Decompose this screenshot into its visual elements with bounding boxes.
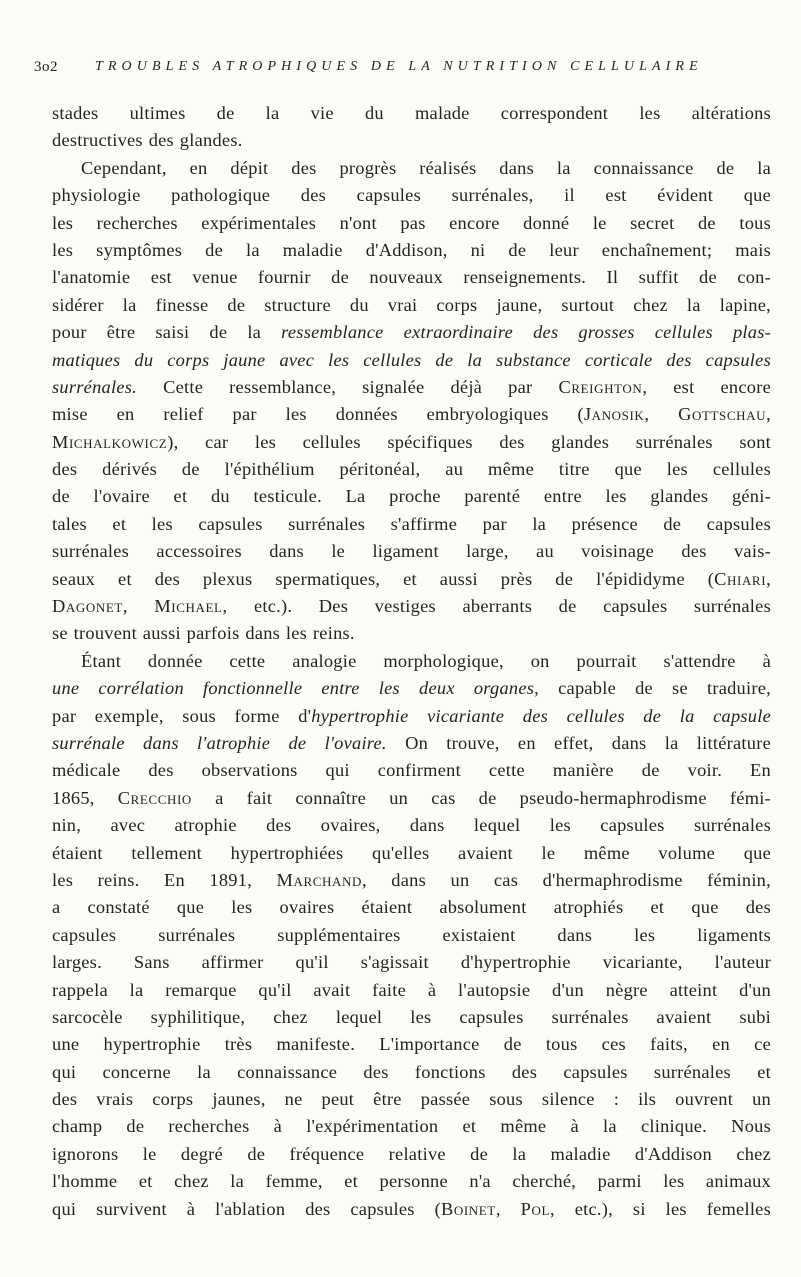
text-line: champ de recherches à l'expérimentation et même à la clinique. Nous <box>52 1116 771 1137</box>
text-line: l'anatomie est venue fournir de nouveaux renseignements. Il suffit de con- <box>52 267 771 288</box>
text-line: des vrais corps jaunes, ne peut être passée sous silence : ils ouvrent un <box>52 1089 771 1110</box>
text-line: stades ultimes de la vie du malade correspondent les altérations <box>52 103 771 123</box>
text-line: étaient tellement hypertrophiées qu'elles avaient le même volume que <box>52 842 771 863</box>
text-line: pour être saisi de la ressemblance extraordinaire des grosses cellules plas- <box>52 322 771 343</box>
text-line: par exemple, sous forme d'hypertrophie vicariante des cellules de la capsule <box>52 705 772 726</box>
text-line: les reins. En 1891, Marchand, dans un cas d'hermaphrodisme féminin, <box>52 869 771 890</box>
text-line: 1865, Crecchio a fait connaître un cas de pseudo-hermaphrodisme fémi- <box>52 787 771 808</box>
text-line: tales et les capsules surrénales s'affirme par la présence de capsules <box>52 513 771 534</box>
running-head <box>34 56 774 78</box>
text-line: ignorons le degré de fréquence relative de la maladie d'Addison chez <box>52 1143 771 1164</box>
text-line: rappela la remarque qu'il avait faite à l'autopsie d'un nègre atteint d'un <box>52 979 771 1000</box>
text-line: a constaté que les ovaires étaient absolument atrophiés et que des <box>52 897 771 918</box>
text-line: Michalkowicz), car les cellules spécifiques des glandes surrénales sont <box>52 431 771 452</box>
text-line: l'homme et chez la femme, et personne n'a cherché, parmi les animaux <box>52 1171 771 1192</box>
text-line: une hypertrophie très manifeste. L'importance de tous ces faits, en ce <box>52 1034 771 1055</box>
text-line: surrénales. Cette ressemblance, signalée déjà par Creighton, est encore <box>52 376 771 397</box>
text-line: sidérer la finesse de structure du vrai corps jaune, surtout chez la lapine, <box>52 294 771 315</box>
text-line: les recherches expérimentales n'ont pas encore donné le secret de tous <box>52 212 771 233</box>
text-line: médicale des observations qui confirment cette manière de voir. En <box>52 760 771 781</box>
text-line: mise en relief par les données embryologiques (Janosik, Gottschau, <box>52 404 771 425</box>
text-line: une corrélation fonctionnelle entre les deux organes, capable de se traduire, <box>52 678 771 699</box>
text-line: larges. Sans affirmer qu'il s'agissait d'hypertrophie vicariante, l'auteur <box>52 952 771 973</box>
text-line: physiologie pathologique des capsules surrénales, il est évident que <box>52 185 771 206</box>
text-line: des dérivés de l'épithélium péritonéal, au même titre que les cellules <box>52 459 771 480</box>
text-line: se trouvent aussi parfois dans les reins. <box>52 623 355 644</box>
body-text <box>52 100 771 1223</box>
text-line: Dagonet, Michael, etc.). Des vestiges aberrants de capsules surrénales <box>52 596 771 617</box>
text-line: nin, avec atrophie des ovaires, dans lequel les capsules surrénales <box>52 815 771 836</box>
paragraph-first-line: Cependant, en dépit des progrès réalisés dans la connaissance de la <box>81 157 771 178</box>
page-number: 3o2 <box>34 59 58 75</box>
text-line: de l'ovaire et du testicule. La proche parenté entre les glandes géni- <box>52 486 771 507</box>
text-line: surrénales accessoires dans le ligament large, au voisinage des vais- <box>52 541 771 562</box>
text-line: qui concerne la connaissance des fonctions des capsules surrénales et <box>52 1061 771 1082</box>
text-line: capsules surrénales supplémentaires existaient dans les ligaments <box>52 924 771 945</box>
text-line: matiques du corps jaune avec les cellules de la substance corticale des capsules <box>52 349 771 370</box>
text-line: qui survivent à l'ablation des capsules (Boinet, Pol, etc.), si les femelles <box>52 1198 772 1219</box>
text-line: destructives des glandes. <box>52 130 243 151</box>
text-line: surrénale dans l'atrophie de l'ovaire. On trouve, en effet, dans la littérature <box>52 732 771 753</box>
text-line: seaux et des plexus spermatiques, et aussi près de l'épididyme (Chiari, <box>52 568 771 589</box>
text-line: sarcocèle syphilitique, chez lequel les capsules surrénales avaient subi <box>52 1006 771 1027</box>
paragraph-first-line: Étant donnée cette analogie morphologique, on pourrait s'attendre à <box>81 650 771 671</box>
text-line: les symptômes de la maladie d'Addison, ni de leur enchaînement; mais <box>52 239 771 260</box>
running-title: TROUBLES ATROPHIQUES DE LA NUTRITION CELLULAIRE <box>95 59 703 74</box>
